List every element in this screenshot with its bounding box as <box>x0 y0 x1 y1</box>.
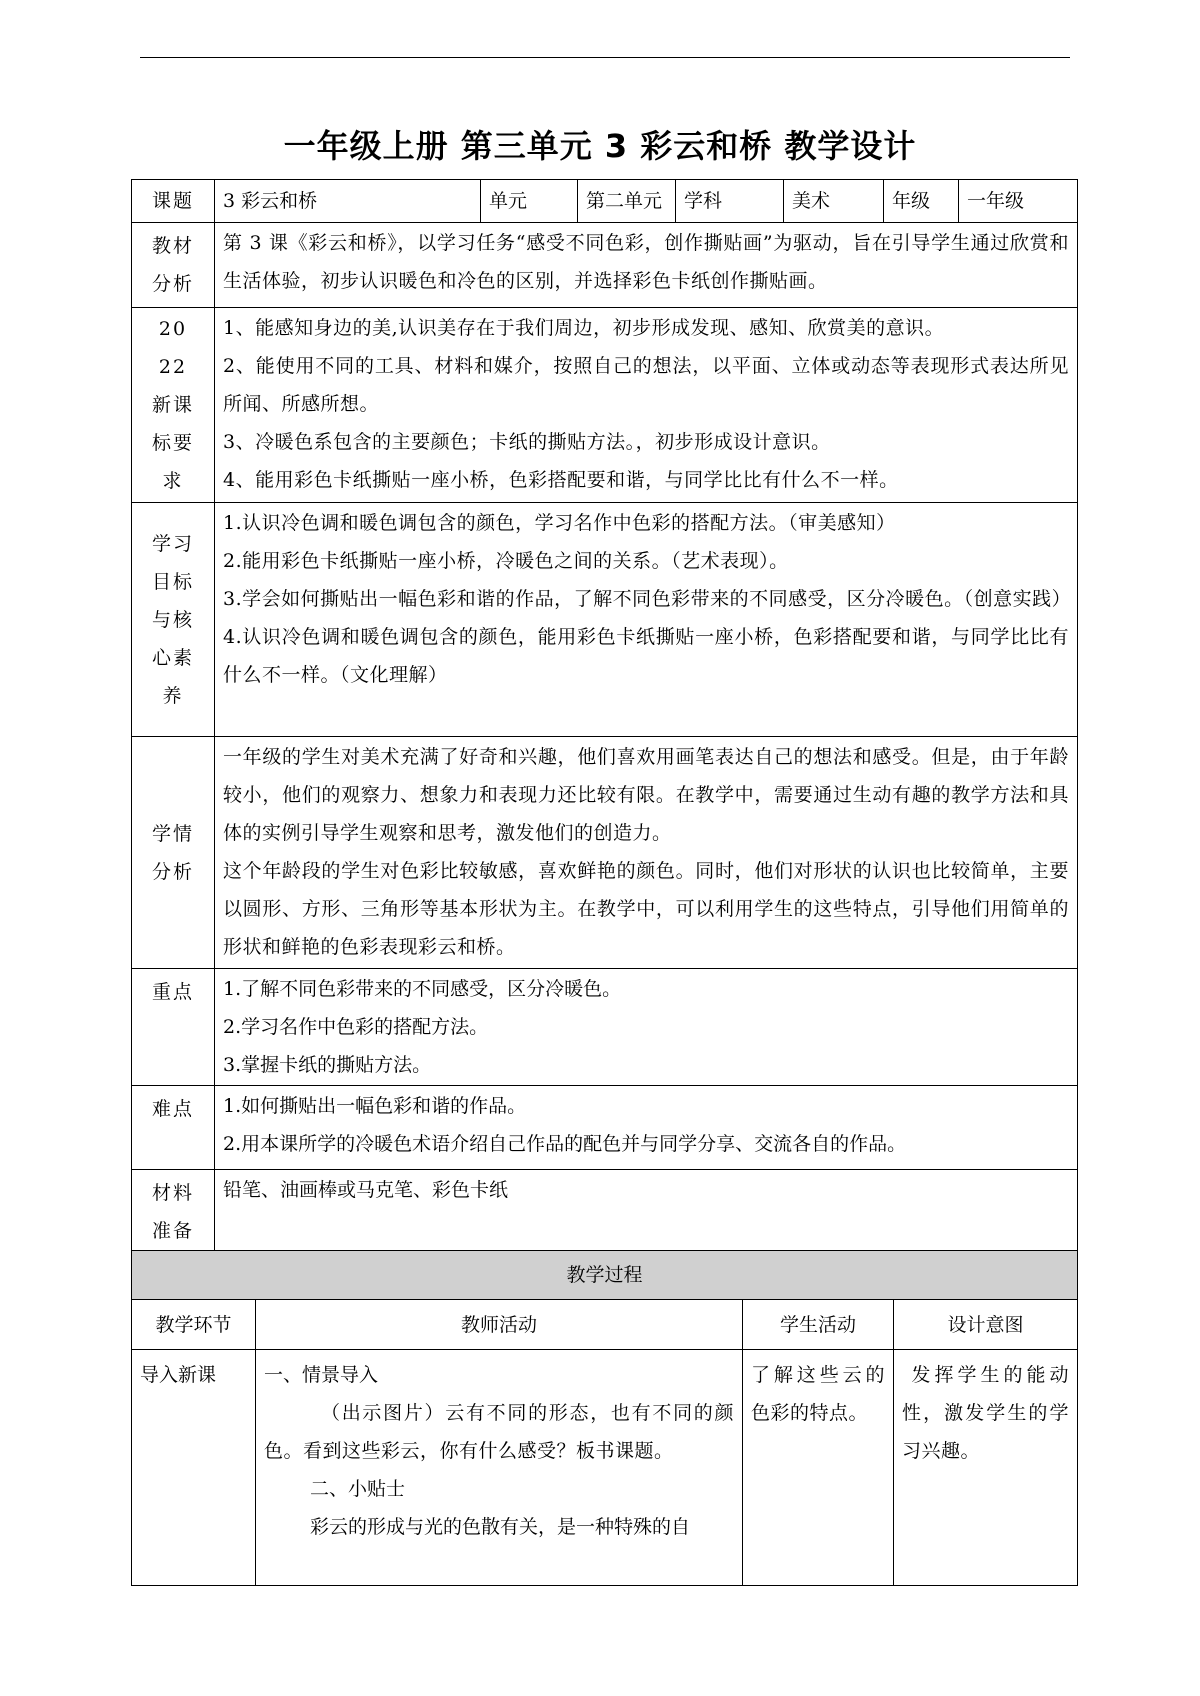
teacher-heading-1: 一、情景导入 <box>264 1364 379 1386</box>
section-line: 第 3 课《彩云和桥》，以学习任务“感受不同色彩，创作撕贴画”为驱动，旨在引导学生通过欣赏和生活体验，初步认识暖色和冷色的区别，并选择彩色卡纸创作撕贴画。 <box>223 232 1069 292</box>
column-header-stage: 教学环节 <box>132 1300 256 1350</box>
section-label: 材料准备 <box>132 1170 215 1255</box>
section-key-points <box>132 969 1078 1086</box>
process-row <box>132 1350 1078 1586</box>
unit-label: 单元 <box>481 180 578 223</box>
info-row <box>132 180 1078 223</box>
section-label: 重点 <box>132 969 215 1086</box>
section-label: 教材分析 <box>132 223 215 308</box>
section-line: 2.能用彩色卡纸撕贴一座小桥，冷暖色之间的关系。（艺术表现）。 <box>223 550 789 572</box>
section-line: 4、能用彩色卡纸撕贴一座小桥，色彩搭配要和谐，与同学比比有什么不一样。 <box>223 469 899 491</box>
header-rule <box>140 57 1070 58</box>
section-content <box>215 1170 1078 1255</box>
stage-cell: 导入新课 <box>132 1350 256 1586</box>
section-line: 这个年龄段的学生对色彩比较敏感，喜欢鲜艳的颜色。同时，他们对形状的认识也比较简单，主要以圆形、方形、三角形等基本形状为主。在教学中，可以利用学生的这些特点，引导他们用简单的形状和鲜艳的色彩表现彩云和桥。 <box>223 860 1069 958</box>
section-content <box>215 503 1078 737</box>
section-line: 一年级的学生对美术充满了好奇和兴趣，他们喜欢用画笔表达自己的想法和感受。但是，由于年龄较小，他们的观察力、想象力和表现力还比较有限。在教学中，需要通过生动有趣的教学方法和具体的实例引导学生观察和思考，激发他们的创造力。 <box>223 746 1069 844</box>
section-difficulties <box>132 1086 1078 1170</box>
section-line: 4.认识冷色调和暖色调包含的颜色，能用彩色卡纸撕贴一座小桥，色彩搭配要和谐，与同学比比有什么不一样。（文化理解） <box>223 626 1069 686</box>
section-line: 铅笔、油画棒或马克笔、彩色卡纸 <box>223 1179 509 1201</box>
column-header-teacher: 教师活动 <box>256 1300 743 1350</box>
section-label: 难点 <box>132 1086 215 1170</box>
lesson-info-table <box>131 179 1078 1255</box>
student-activity-cell: 了解这些云的色彩的特点。 <box>743 1350 894 1586</box>
section-content <box>215 737 1078 969</box>
design-intent-cell: 发挥学生的能动性，激发学生的学习兴趣。 <box>894 1350 1078 1586</box>
subject-label: 学科 <box>676 180 784 223</box>
process-heading: 教学过程 <box>132 1251 1078 1300</box>
teacher-paragraph-1: （出示图片）云有不同的形态，也有不同的颜色。看到这些彩云，你有什么感受？板书课题。 <box>264 1402 734 1462</box>
section-content <box>215 223 1078 308</box>
section-student-analysis <box>132 737 1078 969</box>
process-column-header-row <box>132 1300 1078 1350</box>
subject-value: 美术 <box>784 180 884 223</box>
section-label: 学情分析 <box>132 737 215 969</box>
section-line: 3.掌握卡纸的撕贴方法。 <box>223 1054 432 1076</box>
grade-label: 年级 <box>884 180 959 223</box>
section-content <box>215 308 1078 503</box>
section-line: 2.学习名作中色彩的搭配方法。 <box>223 1016 489 1038</box>
section-line: 1、能感知身边的美,认识美存在于我们周边，初步形成发现、感知、欣赏美的意识。 <box>223 317 945 339</box>
section-learning-objectives <box>132 503 1078 737</box>
column-header-intent: 设计意图 <box>894 1300 1078 1350</box>
unit-value: 第二单元 <box>578 180 676 223</box>
section-line: 1.如何撕贴出一幅色彩和谐的作品。 <box>223 1095 527 1117</box>
section-line: 2.用本课所学的冷暖色术语介绍自己作品的配色并与同学分享、交流各自的作品。 <box>223 1133 907 1155</box>
grade-value: 一年级 <box>959 180 1078 223</box>
section-line: 3.学会如何撕贴出一幅色彩和谐的作品，了解不同色彩带来的不同感受，区分冷暖色。（创意实践） <box>223 588 1072 610</box>
section-materials <box>132 1170 1078 1255</box>
process-heading-row <box>132 1251 1078 1300</box>
topic-label: 课题 <box>132 180 215 223</box>
document-title: 一年级上册 第三单元 3 彩云和桥 教学设计 <box>283 127 917 165</box>
section-line: 3、冷暖色系包含的主要颜色；卡纸的撕贴方法。，初步形成设计意识。 <box>223 431 831 453</box>
section-content <box>215 969 1078 1086</box>
teacher-heading-2: 二、小贴士 <box>310 1478 406 1500</box>
teacher-paragraph-2: 彩云的形成与光的色散有关，是一种特殊的自 <box>310 1516 691 1538</box>
teacher-activity-cell <box>256 1350 743 1586</box>
column-header-student: 学生活动 <box>743 1300 894 1350</box>
section-line: 1.认识冷色调和暖色调包含的颜色，学习名作中色彩的搭配方法。（审美感知） <box>223 512 896 534</box>
section-label: 2022新课标要求 <box>132 308 215 503</box>
section-label: 学习目标与核心素养 <box>132 503 215 737</box>
section-content <box>215 1086 1078 1170</box>
section-textbook-analysis <box>132 223 1078 308</box>
section-line: 2、能使用不同的工具、材料和媒介，按照自己的想法，以平面、立体或动态等表现形式表达所见所闻、所感所想。 <box>223 355 1069 415</box>
section-curriculum-standard <box>132 308 1078 503</box>
teaching-process-table <box>131 1250 1078 1586</box>
section-line: 1.了解不同色彩带来的不同感受，区分冷暖色。 <box>223 978 622 1000</box>
topic-value: 3 彩云和桥 <box>215 180 481 223</box>
